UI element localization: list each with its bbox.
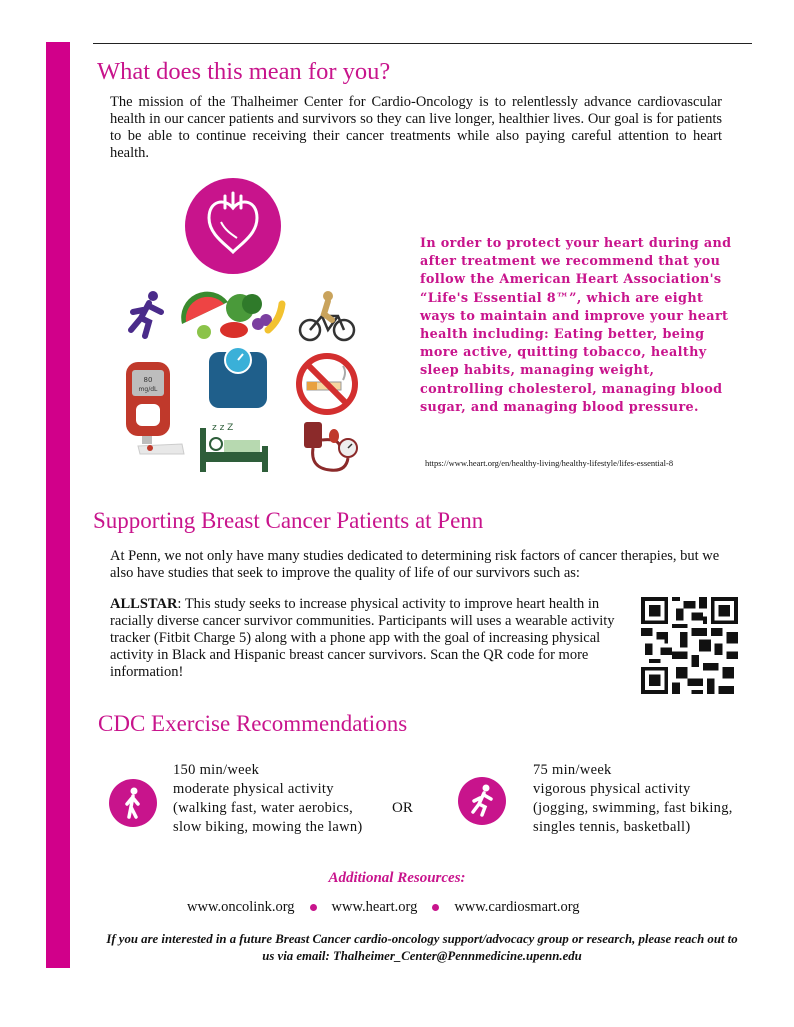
walking-icon xyxy=(109,779,157,827)
moderate-examples: (walking fast, water aerobics, slow biking, mowing the lawn) xyxy=(173,800,363,835)
resource-links xyxy=(187,899,580,916)
sleep-bed-icon xyxy=(198,418,270,474)
vigorous-type: vigorous physical activity xyxy=(533,781,691,797)
link-heart[interactable]: www.heart.org xyxy=(331,899,418,915)
glucose-unit: mg/dL xyxy=(138,386,158,393)
bullet-separator xyxy=(310,904,317,911)
glucose-meter-icon xyxy=(122,360,190,458)
blood-pressure-icon xyxy=(300,418,360,476)
allstar-text: : This study seeks to increase physical activity to improve heart health in racially diverse cancer survivor communities. Participants will uses a wearable activity tracker (Fitbit Charge 5) along with a phone app with the goal of increasing physical activity in Black and Hispanic breast cancer survivors. Scan the QR code for more information! xyxy=(110,596,615,680)
additional-resources-heading: Additional Resources: xyxy=(328,870,466,886)
weight-scale-icon xyxy=(207,346,269,412)
jogging-icon xyxy=(458,777,506,825)
vigorous-examples: (jogging, swimming, fast biking, singles tennis, basketball) xyxy=(533,800,733,835)
moderate-amount: 150 min/week xyxy=(173,762,260,778)
section-title-cdc: CDC Exercise Recommendations xyxy=(98,711,408,736)
heart-organ-icon xyxy=(185,178,281,274)
allstar-name: ALLSTAR xyxy=(110,596,178,612)
cycling-icon xyxy=(298,290,356,342)
section-title-what-it-means: What does this mean for you? xyxy=(97,58,391,85)
footer-contact-text: If you are interested in a future Breast Cancer cardio-oncology support/advocacy group or research, please reach out to us via email: Thalheimer_Center@Pennmedicine.upenn.edu xyxy=(106,932,738,963)
allstar-paragraph xyxy=(110,596,632,681)
moderate-exercise-text xyxy=(173,761,378,837)
vigorous-amount: 75 min/week xyxy=(533,762,612,778)
moderate-type: moderate physical activity xyxy=(173,781,334,797)
section-title-supporting: Supporting Breast Cancer Patients at Penn xyxy=(93,508,484,533)
link-oncolink[interactable]: www.oncolink.org xyxy=(187,899,295,915)
glucose-reading: 80 xyxy=(143,376,153,384)
top-rule xyxy=(93,43,752,44)
side-accent-bar xyxy=(46,42,70,968)
running-icon xyxy=(125,290,169,340)
link-cardiosmart[interactable]: www.cardiosmart.org xyxy=(454,899,580,915)
svg-text:z z Z: z z Z xyxy=(212,423,234,433)
mission-paragraph: The mission of the Thalheimer Center for Cardio-Oncology is to relentlessly advance cardiovascular health in our cancer patients and survivors so they can live longer, healthier lives. Our goal is for patients to be able to continue receiving their cancer treatments while also paying careful attention to heart health. xyxy=(110,94,722,161)
vigorous-exercise-text xyxy=(533,761,738,837)
penn-intro-paragraph: At Penn, we not only have many studies dedicated to determining risk factors of cancer therapies, but we also have studies that seek to improve the quality of life of our survivors such as: xyxy=(110,548,720,581)
qr-code[interactable] xyxy=(641,597,738,694)
or-label: OR xyxy=(392,800,413,816)
healthy-food-icon xyxy=(178,290,286,340)
bullet-separator xyxy=(432,904,439,911)
heart-recommendation-text: In order to protect your heart during and after treatment we recommend that you follow the American Heart Association's “Life's Essential 8™”, which are eight ways to maintain and improve your heart health including: Eating better, being more active, quitting tobacco, healthy sleep habits, managing weight, controlling cholesterol, managing blood sugar, and managing blood pressure. xyxy=(420,236,732,415)
no-smoking-icon xyxy=(295,352,359,416)
heart-org-url[interactable]: https://www.heart.org/en/healthy-living/healthy-lifestyle/lifes-essential-8 xyxy=(425,458,674,468)
